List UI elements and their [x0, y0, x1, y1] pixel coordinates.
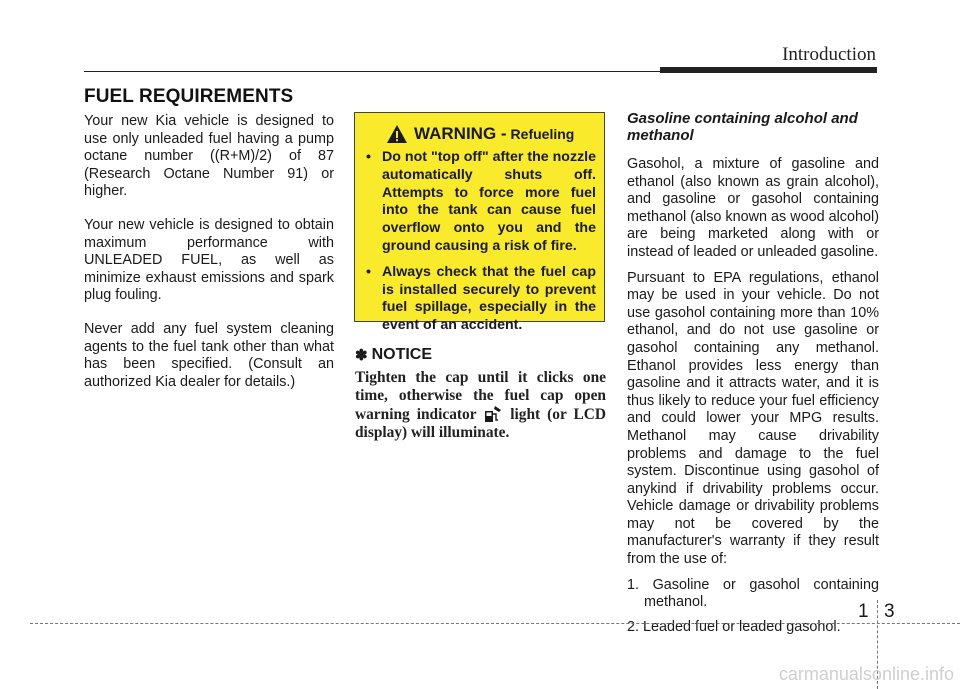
notice-text: light (or LCD display) will illuminate.: [355, 406, 606, 441]
notice-title: [355, 346, 432, 364]
warning-item: • Always check that the fuel cap is installed securely to prevent fuel spillage, especially in the event of an accident.: [366, 264, 596, 335]
notice-body: [355, 369, 606, 442]
subsection-heading: Gasoline containing alcohol and methanol: [627, 110, 858, 144]
watermark: carmanualsonline.info: [778, 664, 954, 684]
notice-mark: ✽: [355, 347, 368, 364]
warning-box: [354, 112, 605, 334]
paragraph: Your new vehicle is designed to obtain maximum performance with UNLEADED FUEL, as well as minimize exhaust emissions and spark plug fouling.: [84, 216, 334, 304]
warning-item: • Do not "top off" after the nozzle automatically shuts off. Attempts to force more fuel into the tank can cause fuel overflow onto you and the ground causing a risk of fire.: [366, 149, 596, 256]
list-item: 1. Gasoline or gasohol containing methanol.: [627, 576, 879, 611]
left-column: [84, 113, 334, 407]
warning-word: WARNING -: [414, 124, 507, 143]
page-number: 3: [884, 601, 895, 622]
fuel-cap-warning-icon: [483, 405, 503, 423]
notice-text: Tighten the cap until it clicks one time, otherwise the fuel cap open warning indicator: [355, 369, 606, 423]
warning-title: [366, 123, 596, 145]
notice-label: NOTICE: [371, 346, 433, 363]
warning-triangle-icon: [386, 124, 408, 144]
header-rule: [84, 71, 664, 72]
chapter-number: 1: [858, 601, 869, 622]
right-column: [627, 110, 879, 643]
paragraph: Never add any fuel system cleaning agents to the fuel tank other than what has been specified. (Consult an authorized Kia dealer for details.): [84, 320, 334, 390]
header-rule-thick: [660, 67, 877, 73]
paragraph: Pursuant to EPA regulations, ethanol may be used in your vehicle. Do not use gasohol containing more than 10% ethanol, and do not use gasoline or gasohol containing any methanol. Ethanol provides less energy than gasoline and it attracts water, and it is thus likely to reduce your fuel efficiency and could lower your MPG results. Methanol may cause drivability problems and damage to the fuel system. Discontinue using gasohol of anykind if drivability problems occur. Vehicle damage or drivability problems may not be covered by the manufacturer's warranty if they result from the use of:: [627, 269, 879, 568]
footer-divider: [30, 623, 960, 624]
numbered-list: [627, 577, 879, 637]
paragraph: Your new Kia vehicle is designed to use only unleaded fuel having a pump octane number ((R+M)/2) of 87 (Research Octane Number 91) or higher.: [84, 113, 334, 200]
warning-list: [366, 149, 596, 335]
list-item: 2. Leaded fuel or leaded gasohol.: [627, 618, 841, 635]
header-title: Introduction: [782, 44, 876, 65]
warning-subject: Refueling: [510, 126, 575, 142]
paragraph: Gasohol, a mixture of gasoline and ethanol (also known as grain alcohol), and gasoline or gasohol containing methanol (also known as wood alcohol) are being marketed along with or instead of leaded or unleaded gasoline.: [627, 156, 879, 260]
section-title: FUEL REQUIREMENTS: [84, 86, 294, 107]
